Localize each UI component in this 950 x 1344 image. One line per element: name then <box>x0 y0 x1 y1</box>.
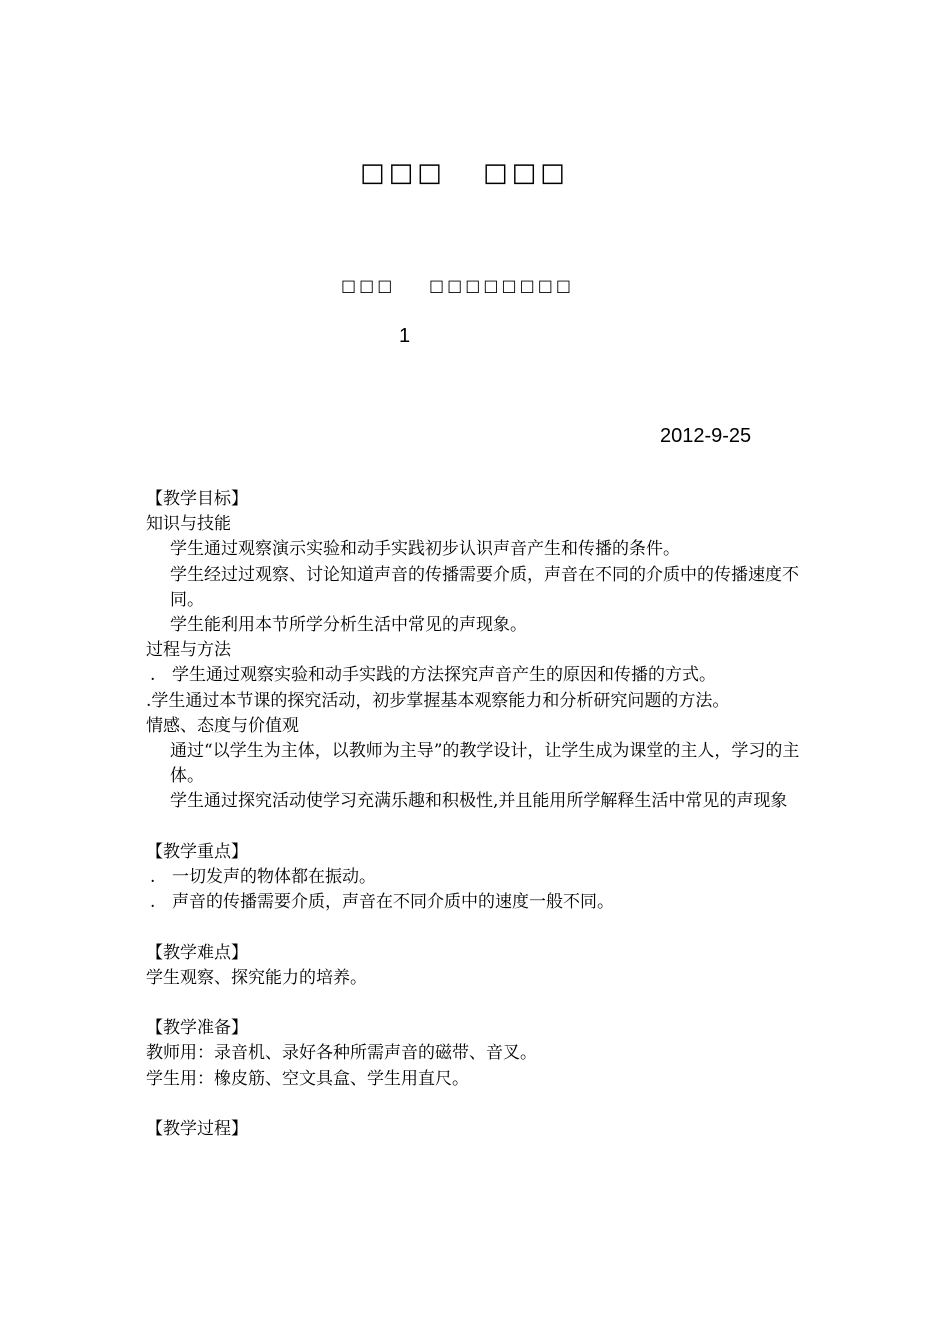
spacer <box>146 1092 816 1117</box>
document-body <box>146 487 816 1142</box>
process-item <box>146 663 816 688</box>
objectives-heading: 【教学目标】 <box>146 489 248 509</box>
knowledge-item: 学生能利用本节所学分析生活中常见的声现象。 <box>170 615 527 636</box>
key-points-heading: 【教学重点】 <box>146 841 248 862</box>
spacer <box>146 991 816 1016</box>
emotion-item: 通过“以学生为主体，以教师为主导”的教学设计，让学生成为课堂的主人，学习的主体。 <box>170 741 800 787</box>
process-label: 过程与方法 <box>146 640 231 661</box>
preparation-teacher: 教师用：录音机、录好各种所需声音的磁带、音叉。 <box>146 1043 537 1064</box>
process-heading: 【教学过程】 <box>146 1119 248 1140</box>
title-part-1: □□□ <box>360 158 446 188</box>
key-point-text: 声音的传播需要介质，声音在不同介质中的速度一般不同。 <box>172 892 614 913</box>
subtitle-part-2: □□□□□□□□ <box>429 276 574 295</box>
bullet-mark: . <box>150 867 156 888</box>
preparation-heading: 【教学准备】 <box>146 1018 248 1039</box>
spacer <box>146 915 816 940</box>
knowledge-item: 学生通过观察演示实验和动手实践初步认识声音产生和传播的条件。 <box>170 539 680 560</box>
bullet-mark: . <box>150 665 156 686</box>
key-point-text: 一切发声的物体都在振动。 <box>172 867 376 888</box>
knowledge-label: 知识与技能 <box>146 514 231 535</box>
emotion-item: 学生通过探究活动使学习充满乐趣和积极性,并且能用所学解释生活中常见的声现象 <box>170 791 788 812</box>
subtitle-part-1: □□□ <box>341 276 396 295</box>
title-part-2: □□□ <box>483 158 569 188</box>
bullet-mark: . <box>150 892 156 913</box>
difficulties-heading: 【教学难点】 <box>146 942 248 963</box>
knowledge-item: 学生经过过观察、讨论知道声音的传播需要介质，声音在不同的介质中的传播速度不同。 <box>170 564 799 610</box>
process-item-text: 学生通过观察实验和动手实践的方法探究声音产生的原因和传播的方式。 <box>172 665 716 686</box>
bullet-mark: . <box>146 690 152 711</box>
preparation-student: 学生用：橡皮筋、空文具盒、学生用直尺。 <box>146 1068 469 1089</box>
key-point-item <box>146 865 816 890</box>
difficulties-text: 学生观察、探究能力的培养。 <box>146 967 367 988</box>
spacer <box>146 815 816 840</box>
page-number: 1 <box>399 325 411 347</box>
document-date: 2012-9-25 <box>660 425 752 447</box>
emotion-label: 情感、态度与价值观 <box>146 715 299 736</box>
process-item-text: 学生通过本节课的探究活动，初步掌握基本观察能力和分析研究问题的方法。 <box>151 690 730 711</box>
key-point-item <box>146 890 816 915</box>
process-item <box>146 689 816 714</box>
